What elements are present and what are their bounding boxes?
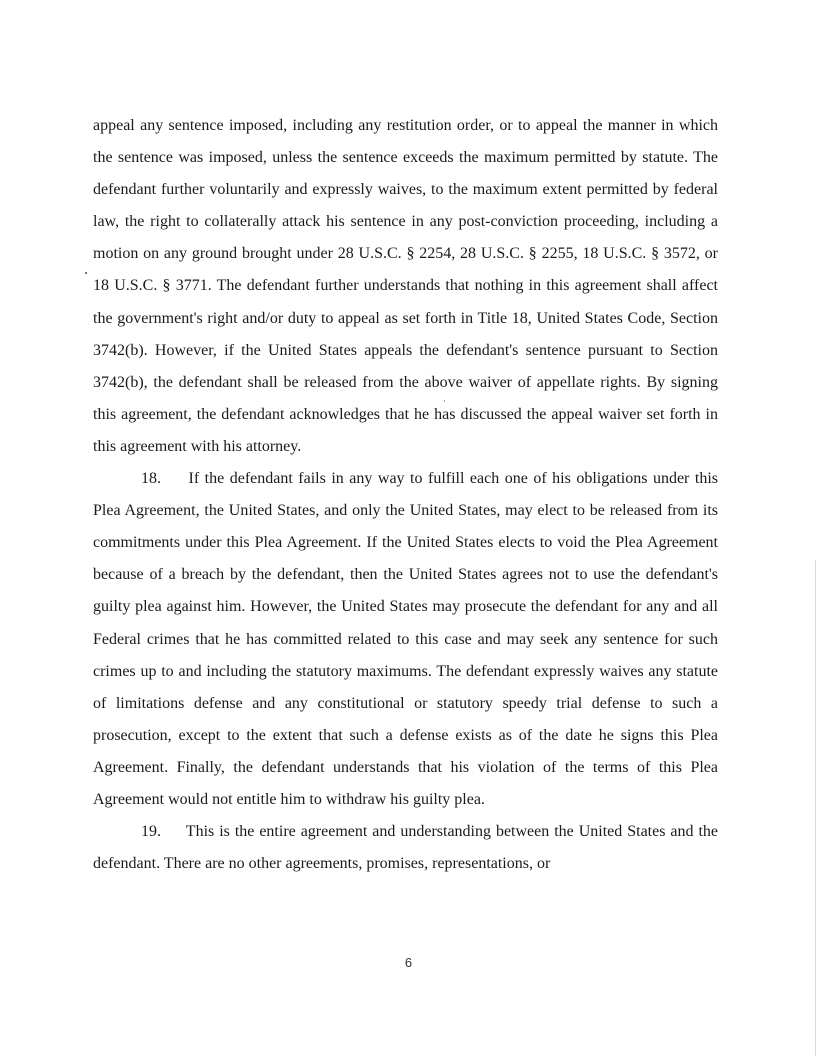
paragraph-text: This is the entire agreement and understanding between the United States and the defendant. There are no other agreements, promises, representations, or (93, 823, 719, 873)
scan-edge-line (815, 560, 816, 1056)
page-number: 6 (404, 955, 413, 970)
paragraph-18 (93, 463, 718, 816)
paragraph-text: appeal any sentence imposed, including any restitution order, or to appeal the manner in which the sentence was imposed, unless the sentence exceeds the maximum permitted by statute. The defendant further voluntarily and expressly waives, to the maximum extent permitted by federal law, the right to collaterally attack his sentence in any post-conviction proceeding, including a motion on any ground brought under 28 U.S.C. § 2254, 28 U.S.C. § 2255, 18 U.S.C. § 3572, or 18 U.S.C. § 3771. The defendant further understands that nothing in this agreement shall affect the government's right and/or duty to appeal as set forth in Title 18, United States Code, Section 3742(b). However, if the United States appeals the defendant's sentence pursuant to Section 3742(b), the defendant shall be released from the above waiver of appellate rights. By signing this agreement, the defendant acknowledges that he has discussed the appeal waiver set forth in this agreement with his attorney. (93, 117, 718, 455)
paragraph-number: 19. (141, 823, 161, 841)
paragraph-text: If the defendant fails in any way to fulfill each one of his obligations under this Plea Agreement, the United States, and only the United States, may elect to be released from its commitments under this Plea Agreement. If the United States elects to void the Plea Agreement because of a breach by the defendant, then the United States agrees not to use the defendant's guilty plea against him. However, the United States may prosecute the defendant for any and all Federal crimes that he has committed related to this case and may seek any sentence for such crimes up to and including the statutory maximums. The defendant expressly waives any statute of limitations defense and any constitutional or statutory speedy trial defense to such a prosecution, except to the extent that such a defense exists as of the date he signs this Plea Agreement. Finally, the defendant understands that his violation of the terms of this Plea Agreement would not entitle him to withdraw his guilty plea. (93, 470, 719, 808)
scan-artifact-dot (85, 272, 87, 274)
body-text (93, 110, 718, 880)
paragraph-number: 18. (141, 470, 161, 488)
paragraph-continuation (93, 110, 718, 463)
paragraph-19 (93, 816, 718, 880)
scan-artifact-mark (444, 400, 445, 402)
